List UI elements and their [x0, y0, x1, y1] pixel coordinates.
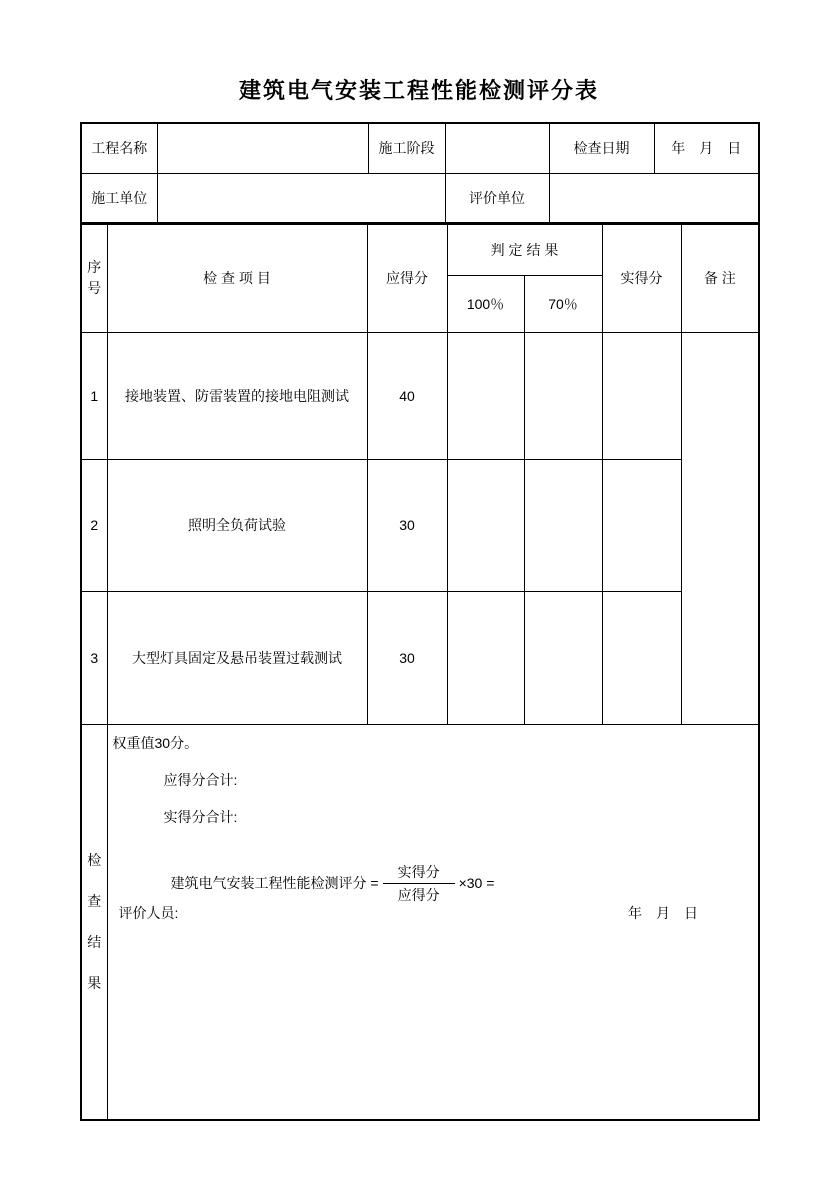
judgment-70-header: 70％ — [524, 275, 602, 332]
judgment-100-header: 100％ — [447, 275, 524, 332]
evaluation-unit-label: 评价单位 — [445, 173, 549, 223]
actual-score-header: 实得分 — [602, 224, 681, 332]
table-row — [81, 332, 759, 459]
page-title: 建筑电气安装工程性能检测评分表 — [238, 78, 599, 103]
remark-header: 备 注 — [681, 224, 759, 332]
project-name-value[interactable] — [157, 123, 368, 173]
row-2-should-score: 30 — [367, 459, 447, 591]
formula-denominator: 应得分 — [383, 883, 455, 903]
inspection-date-label: 检查日期 — [549, 123, 654, 173]
row-2-judgment-100[interactable] — [447, 459, 524, 591]
formula-prefix: 建筑电气安装工程性能检测评分 = — [170, 875, 379, 891]
row-1-item: 接地装置、防雷装置的接地电阻测试 — [107, 332, 367, 459]
remarks-merged-cell[interactable] — [681, 332, 759, 724]
construction-unit-label: 施工单位 — [81, 173, 157, 223]
score-formula — [171, 864, 495, 903]
row-3-should-score: 30 — [367, 591, 447, 724]
item-header: 检 查 项 目 — [107, 224, 367, 332]
result-section-label-cell — [81, 724, 107, 1120]
result-section-row — [81, 724, 759, 1120]
row-3-item: 大型灯具固定及悬吊装置过载测试 — [107, 591, 367, 724]
row-2-judgment-70[interactable] — [524, 459, 602, 591]
info-row-2 — [81, 173, 759, 223]
result-section-label: 检查结果 — [87, 851, 102, 991]
should-score-header: 应得分 — [367, 224, 447, 332]
evaluation-date[interactable]: 年 月 日 — [628, 904, 699, 921]
evaluator-label[interactable]: 评价人员: — [118, 904, 179, 921]
info-table — [80, 122, 760, 224]
construction-unit-value[interactable] — [157, 173, 445, 223]
formula-suffix: ×30 = — [458, 875, 495, 891]
construction-stage-value[interactable] — [445, 123, 549, 173]
row-2-actual-score[interactable] — [602, 459, 681, 591]
construction-stage-label: 施工阶段 — [368, 123, 445, 173]
evaluation-unit-value[interactable] — [549, 173, 759, 223]
result-content-cell — [107, 724, 759, 1120]
result-content — [108, 725, 759, 953]
row-2-no: 2 — [81, 459, 107, 591]
weight-note: 权重值30分。 — [112, 734, 199, 751]
info-row-1 — [81, 123, 759, 173]
row-3-judgment-70[interactable] — [524, 591, 602, 724]
table-row — [81, 459, 759, 591]
row-1-judgment-70[interactable] — [524, 332, 602, 459]
project-name-label: 工程名称 — [81, 123, 157, 173]
row-1-no: 1 — [81, 332, 107, 459]
signer-row — [113, 903, 759, 923]
actual-score-total-line[interactable]: 实得分合计: — [163, 808, 238, 825]
formula-numerator: 实得分 — [397, 863, 440, 880]
row-1-should-score: 40 — [367, 332, 447, 459]
formula-fraction — [383, 864, 455, 903]
row-2-item: 照明全负荷试验 — [107, 459, 367, 591]
row-1-judgment-100[interactable] — [447, 332, 524, 459]
header-row-top — [81, 224, 759, 275]
inspection-date-value[interactable]: 年 月 日 — [654, 123, 759, 173]
row-1-actual-score[interactable] — [602, 332, 681, 459]
should-score-total-line[interactable]: 应得分合计: — [163, 771, 238, 788]
serial-header: 序号 — [81, 224, 107, 332]
row-3-no: 3 — [81, 591, 107, 724]
judgment-result-header: 判 定 结 果 — [447, 224, 602, 275]
row-3-judgment-100[interactable] — [447, 591, 524, 724]
score-table — [80, 223, 760, 1121]
table-row — [81, 591, 759, 724]
row-3-actual-score[interactable] — [602, 591, 681, 724]
